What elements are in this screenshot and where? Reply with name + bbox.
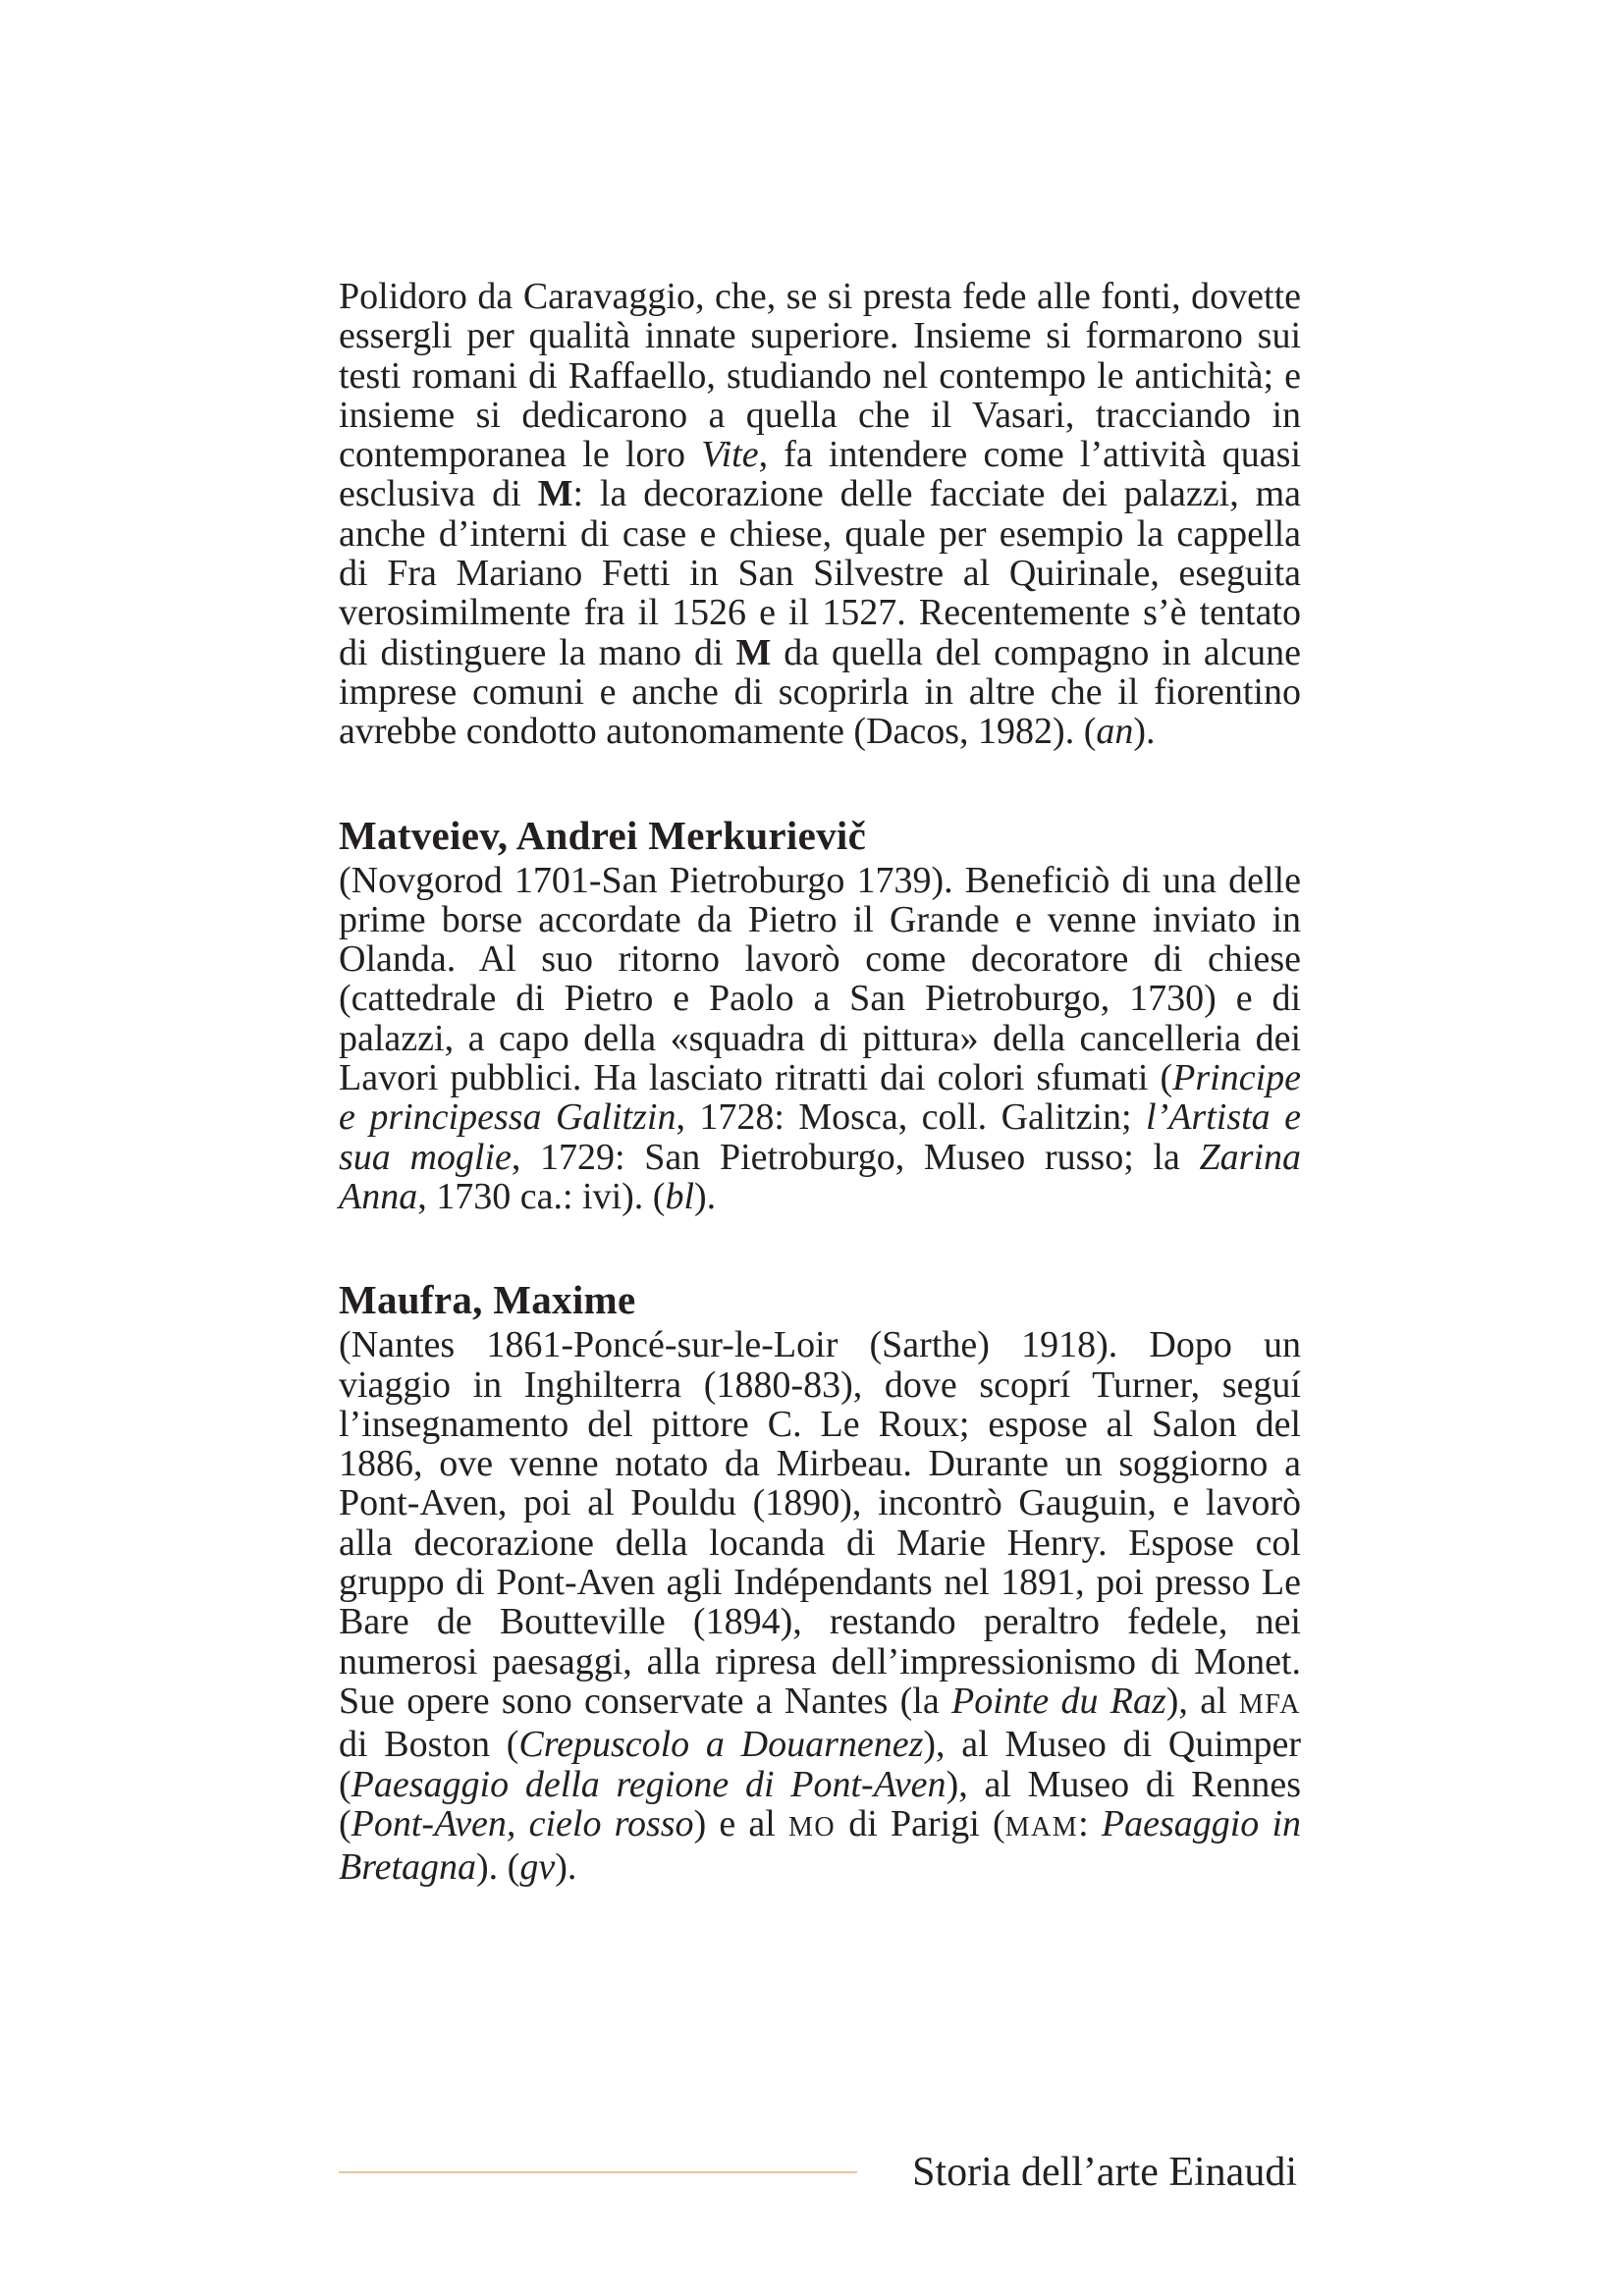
text-run: , 1730 ca.: ivi). ( (417, 1175, 666, 1217)
text-run: : la decorazione delle facciate dei palazzi, ma anche d’interni di case e chiese, quale per esempio la cappella di Fra Mariano Fetti in San Silvestre al Quirinale, eseguita verosimilmente fra il 1526 e il 1527. Recentemente s’è tentato di distinguere la mano di (339, 473, 1301, 673)
entry-body (339, 861, 1301, 1217)
work-title: Crepuscolo a Douarnenez (518, 1724, 924, 1766)
entry-abbreviation: M (537, 473, 573, 515)
text-run: ). ( (476, 1846, 520, 1889)
continued-entry-paragraph (339, 277, 1301, 752)
entry-title: Matveiev, Andrei Merkurievič (339, 812, 867, 858)
text-run: ). (694, 1175, 717, 1217)
text-run: di Boston ( (339, 1724, 519, 1766)
author-initials: bl (665, 1175, 694, 1217)
museum-abbreviation: MO (788, 1811, 837, 1842)
text-run: da quella del compagno in alcune imprese comuni e anche di scoprirla in altre che il fiorentino avrebbe condotto autonomamente (Dacos, 1982). ( (339, 631, 1301, 753)
work-title: Paesaggio della regione di Pont-Aven (351, 1763, 947, 1805)
text-run: ). (1133, 711, 1156, 753)
work-title: Principe e principessa Galitzin (339, 1057, 1301, 1139)
work-title: Paesaggio in Bretagna (339, 1802, 1302, 1889)
work-title: Pointe du Raz (951, 1680, 1166, 1722)
text-run: Polidoro da Caravaggio, che, se si presta fede alle fonti, dovette essergli per qualità innate superiore. Insieme si formarono sui testi romani di Raffaello, studiando nel contempo le antichità; e insieme si dedicarono a quella che il Vasari, tracciando in contemporanea le loro (339, 276, 1301, 476)
museum-abbreviation: MFA (1238, 1688, 1302, 1720)
text-run: (Novgorod 1701-San Pietroburgo 1739). Beneficiò di una delle prime borse accordate da Pietro il Grande e venne inviato in Olanda. Al suo ritorno lavorò come decoratore di chiese (cattedrale di Pietro e Paolo a San Pietroburgo, 1730) e di palazzi, a capo della «squadra di pittura» della cancelleria dei Lavori pubblici. Ha lasciato ritratti dai colori sfumati ( (339, 859, 1301, 1099)
author-initials: an (1096, 711, 1134, 753)
text-run: : (1078, 1802, 1102, 1844)
text-run: ). (555, 1846, 577, 1889)
text-run: , fa intendere come l’attività quasi esclusiva di (339, 434, 1301, 515)
entry-body (339, 1325, 1301, 1887)
text-run: , 1728: Mosca, coll. Galitzin; (676, 1096, 1146, 1139)
museum-abbreviation: MAM (1004, 1811, 1079, 1842)
text-run: ), al (1165, 1680, 1239, 1722)
entry-maufra (339, 1274, 1301, 1887)
footer-rule (339, 2171, 857, 2173)
work-title: l’Artista e sua moglie (339, 1096, 1301, 1178)
text-run: (Nantes 1861-Poncé-sur-le-Loir (Sarthe) 1918). Dopo un viaggio in Inghilterra (1880-83), dove scoprí Turner, seguí l’insegnamento del pittore C. Le Roux; espose al Salon del 1886, ove venne notato da Mirbeau. Durante un soggiorno a Pont-Aven, poi al Pouldu (1890), incontrò Gauguin, e lavorò alla decorazione della locanda di Marie Henry. Espose col gruppo di Pont-Aven agli Indépendants nel 1891, poi presso Le Bare de Boutteville (1894), restando peraltro fedele, nei numerosi paesaggi, alla ripresa dell’impressionismo di Monet. Sue opere sono conservate a Nantes (la (339, 1324, 1301, 1722)
text-run: ), al Museo di Quimper ( (339, 1724, 1301, 1805)
footer-title: Storia dell’arte Einaudi (912, 2150, 1297, 2195)
work-title: Zarina Anna (339, 1136, 1301, 1217)
text-run: , 1729: San Pietroburgo, Museo russo; la (511, 1136, 1200, 1178)
text-column (339, 277, 1301, 1887)
entry-title: Maufra, Maxime (339, 1277, 636, 1323)
entry-abbreviation: M (735, 631, 772, 673)
entry-matveiev (339, 810, 1301, 1217)
work-title: Pont-Aven, cielo rosso (351, 1802, 694, 1844)
text-run: ), al Museo di Rennes ( (339, 1763, 1301, 1844)
text-run: ) e al (693, 1802, 788, 1844)
author-initials: gv (519, 1846, 556, 1889)
work-title: Vite (701, 434, 759, 476)
text-run: di Parigi ( (836, 1802, 1005, 1844)
